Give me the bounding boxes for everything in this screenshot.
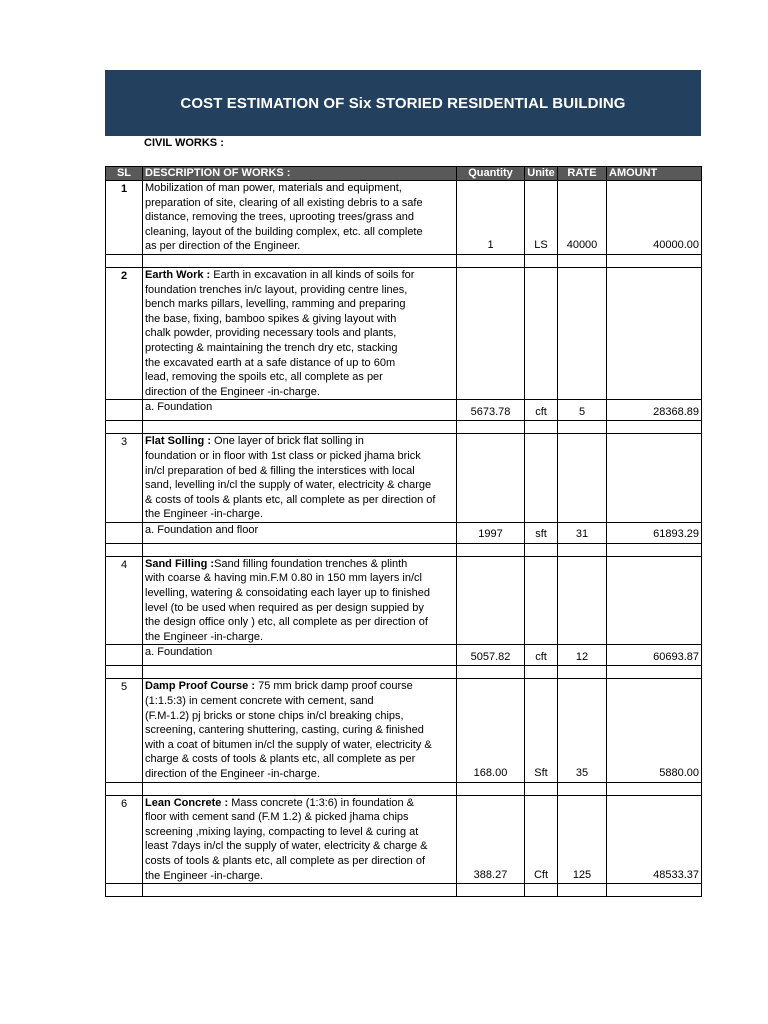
- spacer-cell: [143, 666, 457, 679]
- description-line: direction of the Engineer -in-charge.: [145, 768, 320, 780]
- item-amount: 5880.00: [607, 679, 702, 782]
- item-unit: Cft: [525, 795, 558, 884]
- item-heading: Earth Work :: [145, 268, 211, 281]
- description-line: level (to be used when required as per design suppied by: [145, 601, 424, 614]
- description-line: & costs of tools & plants etc, all complete as per direction of: [145, 493, 436, 506]
- item-amount: 61893.29: [607, 522, 702, 543]
- estimate-table: [105, 166, 702, 897]
- description-line: charge & costs of tools & plants etc, all complete as per: [145, 753, 416, 766]
- spacer-cell: [143, 254, 457, 267]
- description-line: Mobilization of man power, materials and equipment,: [145, 182, 402, 194]
- spacer-row: [106, 666, 702, 679]
- description-line: foundation trenches in/c layout, providing centre lines,: [145, 283, 408, 296]
- spacer-cell: [525, 666, 558, 679]
- item-description: [143, 434, 457, 523]
- spacer-row: [106, 254, 702, 267]
- spacer-cell: [607, 421, 702, 434]
- spacer-cell: [607, 254, 702, 267]
- item-description: [143, 181, 457, 255]
- spacer-cell: [607, 884, 702, 897]
- item-sl: 3: [106, 434, 143, 523]
- sub-sl: [106, 522, 143, 543]
- sub-item-description: a. Foundation: [143, 400, 457, 421]
- item-description: [143, 679, 457, 782]
- qty-cell: [457, 267, 525, 399]
- description-line: 75 mm brick damp proof course: [255, 680, 413, 693]
- description-line: the design office only ) etc, all complete as per direction of: [145, 616, 428, 629]
- header-amount: AMOUNT: [607, 167, 702, 181]
- spacer-cell: [143, 543, 457, 556]
- page-title: COST ESTIMATION OF Six STORIED RESIDENTIAL BUILDING: [180, 94, 626, 112]
- item-amount: 28368.89: [607, 400, 702, 421]
- description-line: distance, removing the trees, uprooting trees/grass and: [145, 211, 415, 224]
- spacer-cell: [106, 543, 143, 556]
- item-unit: sft: [525, 522, 558, 543]
- spacer-row: [106, 543, 702, 556]
- description-line: the Engineer -in-charge.: [145, 869, 264, 882]
- description-line: in/cl preparation of bed & filling the interstices with local: [145, 464, 415, 477]
- spacer-cell: [558, 666, 607, 679]
- description-line: (F.M-1.2) pj bricks or stone chips in/cl breaking chips,: [145, 709, 404, 722]
- table-row: [106, 679, 702, 782]
- header-description: DESCRIPTION OF WORKS :: [143, 167, 457, 181]
- title-banner: [105, 70, 701, 136]
- item-description: [143, 267, 457, 399]
- item-amount: 40000.00: [607, 181, 702, 255]
- spacer-cell: [457, 421, 525, 434]
- spacer-cell: [106, 254, 143, 267]
- description-line: screening, cantering shuttering, casting, curing & finished: [145, 724, 424, 737]
- item-sl: 6: [106, 795, 143, 884]
- spacer-cell: [525, 782, 558, 795]
- table-header-row: [106, 167, 702, 181]
- spacer-cell: [106, 421, 143, 434]
- table-row: [106, 181, 702, 255]
- item-quantity: 1: [457, 181, 525, 255]
- description-line: Earth in excavation in all kinds of soils for: [210, 268, 415, 281]
- amount-cell: [607, 267, 702, 399]
- unit-cell: [525, 434, 558, 523]
- item-sl: 2: [106, 267, 143, 399]
- header-quantity: Quantity: [457, 167, 525, 181]
- item-heading: Flat Solling :: [145, 435, 211, 448]
- item-sl: 4: [106, 556, 143, 645]
- spacer-cell: [607, 782, 702, 795]
- spacer-cell: [106, 884, 143, 897]
- description-line: chalk powder, providing necessary tools and plants,: [145, 327, 397, 340]
- description-line: lead, removing the spoils etc, all complete as per: [145, 371, 383, 384]
- spacer-cell: [106, 666, 143, 679]
- description-line: direction of the Engineer -in-charge.: [145, 385, 320, 398]
- spacer-cell: [558, 884, 607, 897]
- item-rate: 31: [558, 522, 607, 543]
- spacer-cell: [106, 782, 143, 795]
- description-line: levelling, watering & consoidating each layer up to finished: [145, 587, 430, 600]
- qty-cell: [457, 434, 525, 523]
- rate-cell: [558, 434, 607, 523]
- sub-item-row: [106, 522, 702, 543]
- item-quantity: 388.27: [457, 795, 525, 884]
- description-line: Mass concrete (1:3:6) in foundation &: [228, 796, 415, 809]
- header-rate: RATE: [558, 167, 607, 181]
- table-row: [106, 795, 702, 884]
- item-rate: 125: [558, 795, 607, 884]
- item-quantity: 5057.82: [457, 645, 525, 666]
- amount-cell: [607, 434, 702, 523]
- description-line: least 7days in/cl the supply of water, electricity & charge &: [145, 840, 428, 853]
- item-description: [143, 795, 457, 884]
- spacer-cell: [607, 666, 702, 679]
- spacer-cell: [525, 884, 558, 897]
- spacer-cell: [143, 782, 457, 795]
- description-line: One layer of brick flat solling in: [211, 435, 364, 448]
- description-line: screening ,mixing laying, compacting to level & curing at: [145, 825, 419, 838]
- header-sl: SL: [106, 167, 143, 181]
- description-line: bench marks pillars, levelling, ramming and preparing: [145, 298, 406, 311]
- spacer-cell: [525, 421, 558, 434]
- sub-sl: [106, 645, 143, 666]
- spacer-cell: [558, 543, 607, 556]
- table-row: [106, 556, 702, 645]
- spacer-row: [106, 884, 702, 897]
- description-line: floor with cement sand (F.M 1.2) & picked jhama chips: [145, 811, 409, 824]
- description-line: cleaning, layout of the building complex, etc. all complete: [145, 225, 423, 238]
- description-line: preparation of site, clearing of all existing debris to a safe: [145, 196, 423, 209]
- spacer-row: [106, 782, 702, 795]
- item-rate: 5: [558, 400, 607, 421]
- spacer-cell: [607, 543, 702, 556]
- description-line: as per direction of the Engineer.: [145, 240, 301, 253]
- spacer-cell: [457, 884, 525, 897]
- description-line: costs of tools & plants etc, all complete as per direction of: [145, 854, 426, 867]
- spacer-cell: [457, 254, 525, 267]
- spacer-cell: [457, 543, 525, 556]
- amount-cell: [607, 556, 702, 645]
- item-unit: LS: [525, 181, 558, 255]
- spacer-cell: [558, 421, 607, 434]
- spacer-cell: [525, 254, 558, 267]
- item-rate: 35: [558, 679, 607, 782]
- description-line: the base, fixing, bamboo spikes & giving layout with: [145, 312, 397, 325]
- spacer-cell: [525, 543, 558, 556]
- spacer-cell: [143, 884, 457, 897]
- description-line: the Engineer -in-charge.: [145, 630, 264, 643]
- item-heading: Damp Proof Course :: [145, 680, 256, 693]
- table-body: [106, 181, 702, 897]
- spacer-row: [106, 421, 702, 434]
- item-amount: 60693.87: [607, 645, 702, 666]
- table-row: [106, 267, 702, 399]
- item-heading: Sand Filling :: [145, 557, 215, 570]
- rate-cell: [558, 556, 607, 645]
- item-heading: Lean Concrete :: [145, 796, 229, 809]
- unit-cell: [525, 556, 558, 645]
- item-amount: 48533.37: [607, 795, 702, 884]
- unit-cell: [525, 267, 558, 399]
- sub-item-row: [106, 645, 702, 666]
- sub-item-description: a. Foundation: [143, 645, 457, 666]
- qty-cell: [457, 556, 525, 645]
- description-line: protecting & maintaining the trench dry etc, stacking: [145, 341, 398, 354]
- item-quantity: 168.00: [457, 679, 525, 782]
- spacer-cell: [558, 782, 607, 795]
- sub-item-description: a. Foundation and floor: [143, 522, 457, 543]
- sub-sl: [106, 400, 143, 421]
- item-sl: 1: [106, 181, 143, 255]
- spacer-cell: [457, 666, 525, 679]
- description-line: with a coat of bitumen in/cl the supply of water, electricity &: [145, 738, 432, 751]
- table-row: [106, 434, 702, 523]
- spacer-cell: [457, 782, 525, 795]
- item-unit: cft: [525, 645, 558, 666]
- item-description: [143, 556, 457, 645]
- description-line: (1:1.5:3) in cement concrete with cement, sand: [145, 695, 374, 708]
- spacer-cell: [143, 421, 457, 434]
- description-line: the Engineer -in-charge.: [145, 508, 264, 521]
- item-quantity: 1997: [457, 522, 525, 543]
- spacer-cell: [558, 254, 607, 267]
- item-sl: 5: [106, 679, 143, 782]
- section-subtitle: CIVIL WORKS :: [144, 137, 224, 149]
- description-line: sand, levelling in/cl the supply of water, electricity & charge: [145, 479, 432, 492]
- rate-cell: [558, 267, 607, 399]
- description-line: the excavated earth at a safe distance of up to 60m: [145, 356, 396, 369]
- sub-item-row: [106, 400, 702, 421]
- description-line: with coarse & having min.F.M 0.80 in 150 mm layers in/cl: [145, 572, 422, 585]
- item-rate: 12: [558, 645, 607, 666]
- description-line: Sand filling foundation trenches & plinth: [214, 557, 408, 570]
- description-line: foundation or in floor with 1st class or picked jhama brick: [145, 449, 421, 462]
- item-rate: 40000: [558, 181, 607, 255]
- header-unit: Unite: [525, 167, 558, 181]
- item-quantity: 5673.78: [457, 400, 525, 421]
- item-unit: Sft: [525, 679, 558, 782]
- item-unit: cft: [525, 400, 558, 421]
